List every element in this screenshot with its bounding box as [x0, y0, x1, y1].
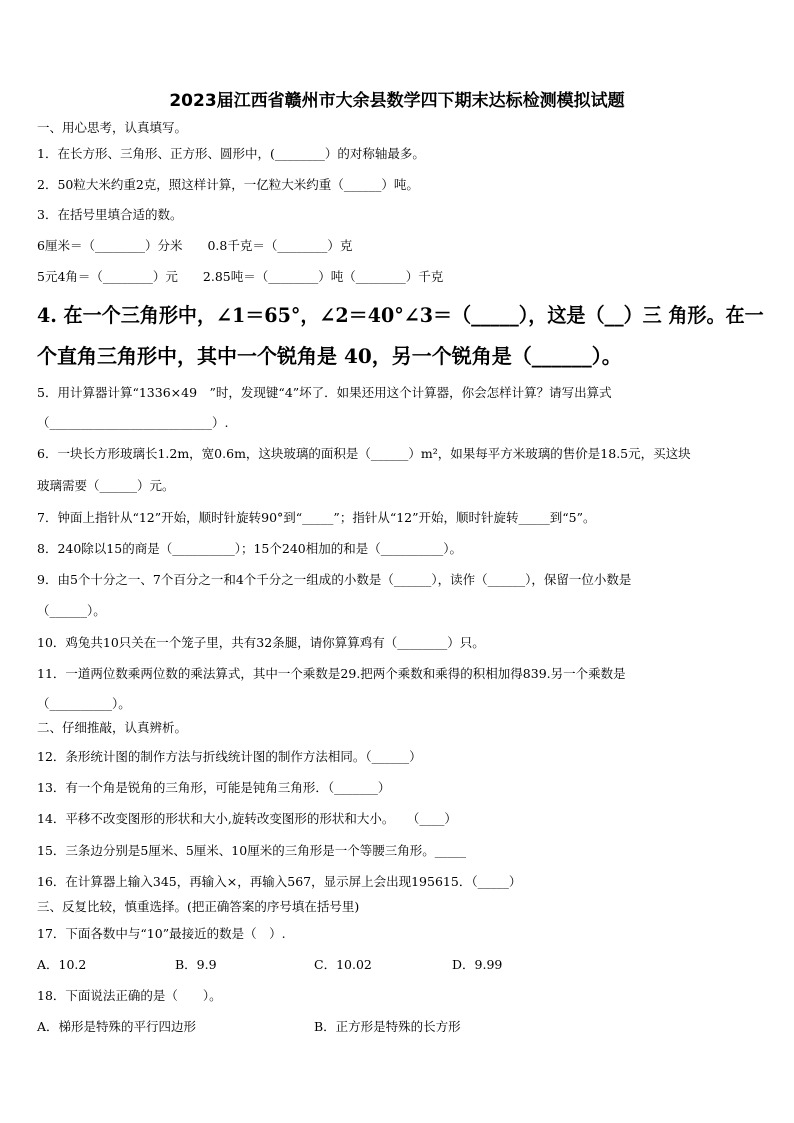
question-5-answer: （__________________________）.: [37, 415, 229, 430]
q17-option-d: D．9.99: [452, 957, 503, 972]
question-13: 13．有一个角是锐角的三角形，可能是钝角三角形．（_______）: [37, 780, 391, 795]
question-6-cont: 玻璃需要（______）元。: [37, 478, 175, 493]
question-3-line-a: 6厘米＝（________）分米 0.8千克＝（________）克: [37, 238, 353, 253]
question-12: 12．条形统计图的制作方法与折线统计图的制作方法相同。（______）: [37, 749, 422, 764]
question-18: 18．下面说法正确的是（ ）。: [37, 988, 222, 1003]
question-16: 16．在计算器上输入345，再输入×，再输入567，显示屏上会出现195615．（_____）: [37, 874, 522, 889]
question-9: 9．由5个十分之一、7个百分之一和4个千分之一组成的小数是（______），读作（______），保留一位小数是: [37, 572, 632, 587]
question-17: 17．下面各数中与“10”最接近的数是（ ）.: [37, 926, 286, 941]
question-10: 10．鸡兔共10只关在一个笼子里，共有32条腿，请你算算鸡有（________）只。: [37, 635, 485, 650]
question-3-line-b: 5元4角＝（________）元 2.85吨＝（________）吨（________）千克: [37, 269, 444, 284]
question-4-line-1: 4. 在一个三角形中，∠1＝65°，∠2＝40°∠3＝（_____），这是（__）三 角形。在一: [37, 303, 764, 327]
question-5: 5．用计算器计算“1336×49 ”时，发现键“4”坏了．如果还用这个计算器，你会怎样计算？请写出算式: [37, 385, 612, 400]
question-11: 11．一道两位数乘两位数的乘法算式，其中一个乘数是29.把两个乘数和乘得的积相加得839.另一个乘数是: [37, 666, 626, 681]
q17-option-a: A．10.2: [37, 957, 87, 972]
question-1: 1．在长方形、三角形、正方形、圆形中，(________）的对称轴最多。: [37, 146, 425, 161]
question-11-cont: （__________）。: [37, 696, 131, 711]
q17-option-b: B．9.9: [175, 957, 217, 972]
page-title: 2023届江西省赣州市大余县数学四下期末达标检测模拟试题: [169, 91, 625, 111]
q17-option-c: C．10.02: [314, 957, 372, 972]
question-8: 8．240除以15的商是（__________）；15个240相加的和是（__________）。: [37, 541, 462, 556]
question-15: 15．三条边分别是5厘米、5厘米、10厘米的三角形是一个等腰三角形。_____: [37, 843, 466, 858]
section-3-heading: 三、反复比较，慎重选择。(把正确答案的序号填在括号里): [37, 899, 360, 914]
question-4-line-2: 个直角三角形中，其中一个锐角是 40，另一个锐角是（______）。: [37, 344, 622, 368]
section-2-heading: 二、仔细推敲，认真辨析。: [37, 720, 188, 735]
question-2: 2．50粒大米约重2克，照这样计算，一亿粒大米约重（______）吨。: [37, 177, 419, 192]
section-1-heading: 一、用心思考，认真填写。: [37, 120, 188, 135]
q18-option-a: A．梯形是特殊的平行四边形: [37, 1019, 197, 1034]
question-3: 3．在括号里填合适的数。: [37, 207, 183, 222]
question-7: 7．钟面上指针从“12”开始，顺时针旋转90°到“_____”；指针从“12”开始，顺时针旋转_____到“5”。: [37, 510, 596, 525]
q18-option-b: B．正方形是特殊的长方形: [314, 1019, 461, 1034]
question-14: 14．平移不改变图形的形状和大小,旋转改变图形的形状和大小。 （____）: [37, 811, 457, 826]
question-6: 6．一块长方形玻璃长1.2m，宽0.6m，这块玻璃的面积是（______）m²，如果每平方米玻璃的售价是18.5元，买这块: [37, 446, 691, 461]
question-9-cont: （______）。: [37, 603, 106, 618]
